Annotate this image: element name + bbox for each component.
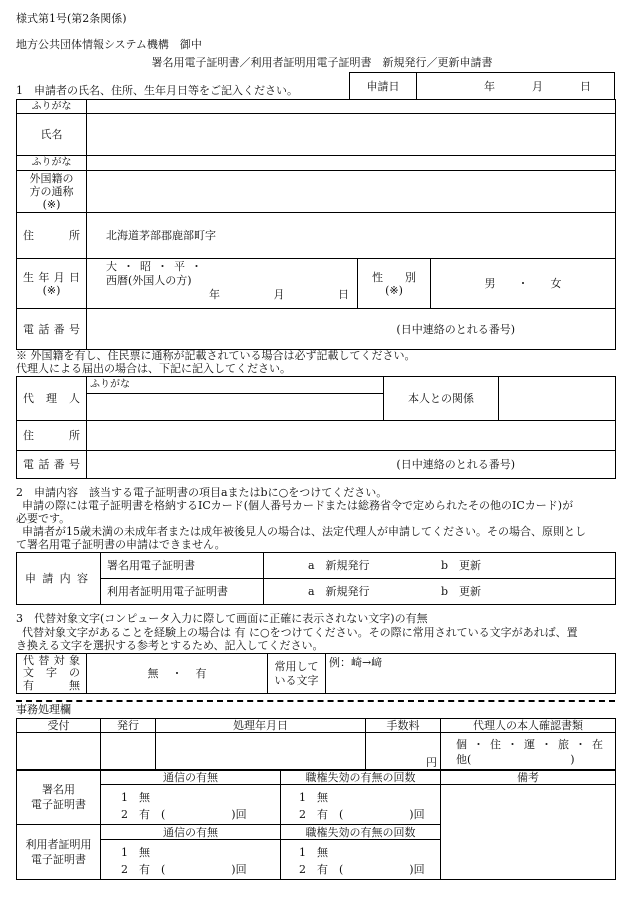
user-comm-header: 通信の有無: [101, 825, 281, 840]
address-row: [17, 213, 616, 259]
office-header-row: [17, 719, 616, 733]
western-calendar-label: 西暦(外国人の方): [106, 274, 192, 287]
furigana-label: ふりがな: [17, 100, 87, 114]
agent-instruction: 代理人による届出の場合は、下記に記入してください。: [16, 362, 291, 375]
user-cert-option-renew: b 更新: [441, 585, 482, 598]
agent-phone-row: [17, 451, 616, 479]
signature-office-label-line1: 署名用: [42, 783, 75, 796]
agent-phone-hint: (日中連絡のとれる番号): [87, 451, 616, 479]
form-title: 署名用電子証明書／利用者証明用電子証明書 新規発行／更新申請書: [151, 56, 493, 69]
phone-label: 電話番号: [23, 322, 80, 336]
section3-notes: [16, 626, 615, 652]
office-processing-table: [16, 718, 616, 771]
birthdate-label: 生年月日: [23, 270, 80, 284]
application-date-year: 年: [484, 79, 495, 93]
common-char-label-cell: [268, 654, 326, 694]
user-comm-opt1: 1 無: [121, 846, 150, 859]
agent-relation-label: 本人との関係: [384, 377, 499, 421]
signature-comm-options: [101, 785, 281, 825]
remarks-header: 備考: [441, 770, 616, 785]
agent-phone-label-cell: [17, 451, 87, 479]
office-cert-table: [16, 769, 616, 880]
signature-comm-header: 通信の有無: [101, 770, 281, 785]
address-label: 住所: [23, 229, 80, 242]
alias-furigana-row: [17, 156, 616, 171]
birth-day-unit: 日: [338, 288, 349, 301]
birthdate-label-cell: [17, 259, 87, 309]
user-cert-options: [264, 579, 616, 605]
application-content-label-cell: [17, 553, 101, 605]
section2-note-line1: 申請の際には電子証明書を格納するICカード(個人番号カードまたは総務省令で定められたその他のICカード)が: [22, 499, 574, 512]
signature-revocation-header: 職権失効の有無の回数: [281, 770, 441, 785]
section3-heading: 3 代替対象文字(コンピュータ入力に際して画面に正確に表示されない文字)の有無: [16, 612, 428, 625]
alias-label-cell: [17, 171, 87, 213]
alias-row: [17, 171, 616, 213]
furigana-field: [87, 100, 616, 114]
signature-cert-option-new: a 新規発行: [308, 559, 370, 572]
alias-furigana-label: ふりがな: [17, 156, 87, 171]
birth-year-unit: 年: [209, 288, 220, 301]
birthdate-note: (※): [42, 283, 61, 297]
section2-notes: [16, 499, 615, 551]
sex-label: 性別: [372, 270, 416, 284]
address-field: 北海道茅部郡鹿部町字: [87, 213, 616, 259]
user-revocation-header: 職権失効の有無の回数: [281, 825, 441, 840]
signature-cert-options: [264, 553, 616, 579]
birthdate-units: [87, 288, 357, 302]
agent-name-row: [17, 377, 616, 421]
substitute-char-label-line1: 代替対象: [23, 653, 80, 667]
agent-address-label: 住所: [23, 429, 80, 442]
common-char-field: 例：崎→﨑: [326, 654, 616, 694]
birthdate-row: [17, 259, 616, 309]
section2-heading: 2 申請内容 該当する電子証明書の項目aまたはbに○をつけてください。: [16, 486, 388, 499]
fee-unit: 円: [366, 733, 441, 771]
alias-label-line1: 外国籍の: [29, 172, 74, 185]
user-cert-row: [17, 579, 616, 605]
signature-cert-row: [17, 553, 616, 579]
phone-row: [17, 309, 616, 350]
signature-cert-option-renew: b 更新: [441, 559, 482, 572]
agent-phone-label: 電話番号: [23, 458, 80, 471]
agent-id-docs-field: [441, 733, 616, 771]
agent-name-field: [87, 377, 384, 421]
user-comm-options: [101, 840, 281, 880]
alias-furigana-field: [87, 156, 616, 171]
fee-header: 手数料: [366, 719, 441, 733]
user-cert-option-new: a 新規発行: [308, 585, 370, 598]
user-revocation-opt1: 1 無: [299, 846, 328, 859]
signature-comm-opt1: 1 無: [121, 791, 150, 804]
alias-label-note: (※): [42, 198, 61, 211]
substitute-char-label-line2: 文字の: [23, 666, 80, 680]
agent-id-docs-header: 代理人の本人確認書類: [441, 719, 616, 733]
user-revocation-opt2: 2 有 ( )回: [299, 863, 425, 876]
remarks-field: [441, 785, 616, 880]
substitute-char-table: [16, 653, 616, 694]
user-comm-opt2: 2 有 ( )回: [121, 863, 247, 876]
signature-revocation-opt2: 2 有 ( )回: [299, 808, 425, 821]
office-separator: [16, 700, 615, 702]
agent-address-row: [17, 421, 616, 451]
section3-note-line1: 代替対象文字があることを経験上の場合は 有 に○をつけてください。その際に常用されている文字があれば、置: [22, 626, 578, 639]
alias-label-line2: 方の通称: [29, 185, 74, 198]
applicant-name-row: [17, 114, 616, 156]
substitute-char-label-line3: 有無: [23, 678, 80, 692]
application-date-month: 月: [532, 79, 543, 93]
phone-label-cell: [17, 309, 87, 350]
signature-office-label-cell: [17, 770, 101, 825]
user-office-label-line2: 電子証明書: [31, 853, 86, 866]
phone-hint: (日中連絡のとれる番号): [87, 309, 616, 350]
sex-note: (※): [385, 283, 403, 297]
common-char-label-line2: いる文字: [274, 673, 319, 687]
agent-table: [16, 376, 616, 479]
alias-field: [87, 171, 616, 213]
agent-relation-field: [499, 377, 616, 421]
signature-office-value-row: [17, 785, 616, 825]
section2-note-line4: て署名用電子証明書の申請はできません。: [16, 538, 226, 551]
signature-revocation-options: [281, 785, 441, 825]
office-title: 事務処理欄: [16, 703, 71, 716]
section2-note-line3: 申請者が15歳未満の未成年者または成年被後見人の場合は、法定代理人が申請してください。その場合、原則とし: [22, 525, 586, 538]
application-date-field: [417, 73, 614, 99]
addressee: 地方公共団体情報システム機構 御中: [16, 38, 202, 51]
substitute-char-label-cell: [17, 654, 87, 694]
section1-heading: 1 申請者の氏名、住所、生年月日等をご記入ください。: [16, 84, 298, 97]
office-value-row: [17, 733, 616, 771]
id-doc-options: 個・住・運・旅・在: [456, 737, 609, 751]
processing-date-header: 処理年月日: [156, 719, 366, 733]
alias-note: ※ 外国籍を有し、住民票に通称が記載されている場合は必ず記載してください。: [16, 349, 416, 362]
user-revocation-options: [281, 840, 441, 880]
application-content-table: [16, 552, 616, 605]
signature-cert-name: 署名用電子証明書: [101, 553, 264, 579]
birth-month-unit: 月: [273, 288, 285, 301]
user-cert-name: 利用者証明用電子証明書: [101, 579, 264, 605]
sex-label-cell: [358, 259, 431, 309]
application-date-label: 申請日: [350, 73, 417, 99]
applicant-furigana-row: [17, 100, 616, 114]
section2-note-line2: 必要です。: [16, 512, 71, 525]
agent-label-cell: [17, 377, 87, 421]
application-date-day: 日: [580, 79, 591, 93]
user-office-label-line1: 利用者証明用: [25, 838, 92, 851]
reception-field: [17, 733, 101, 771]
era-options: 大・昭・平・: [106, 260, 208, 273]
signature-revocation-opt1: 1 無: [299, 791, 328, 804]
agent-address-field: [87, 421, 616, 451]
issuance-field: [101, 733, 156, 771]
processing-date-field: [156, 733, 366, 771]
agent-label: 代理人: [23, 392, 80, 405]
applicant-table: [16, 99, 616, 350]
id-doc-other: 他( ): [456, 752, 575, 766]
section3-note-line2: き換える文字を選択する参考とするため、記入してください。: [16, 639, 324, 652]
form-number: 様式第1号(第2条関係): [16, 12, 127, 25]
name-field: [87, 114, 616, 156]
birthdate-field: [87, 259, 358, 309]
agent-furigana-label: ふりがな: [87, 377, 383, 394]
signature-office-label-line2: 電子証明書: [31, 798, 86, 811]
signature-office-header-row: [17, 770, 616, 785]
reception-header: 受付: [17, 719, 101, 733]
agent-address-label-cell: [17, 421, 87, 451]
sex-options: 男・女: [431, 259, 616, 309]
substitute-char-row: [17, 654, 616, 694]
substitute-char-options: 無・有: [87, 654, 268, 694]
signature-comm-opt2: 2 有 ( )回: [121, 808, 247, 821]
common-char-label-line1: 常用して: [274, 659, 319, 673]
user-office-label-cell: [17, 825, 101, 880]
name-label: 氏名: [17, 114, 87, 156]
application-content-label: 申請内容: [25, 572, 88, 585]
application-date-box: [349, 72, 615, 100]
address-label-cell: [17, 213, 87, 259]
issuance-header: 発行: [101, 719, 156, 733]
